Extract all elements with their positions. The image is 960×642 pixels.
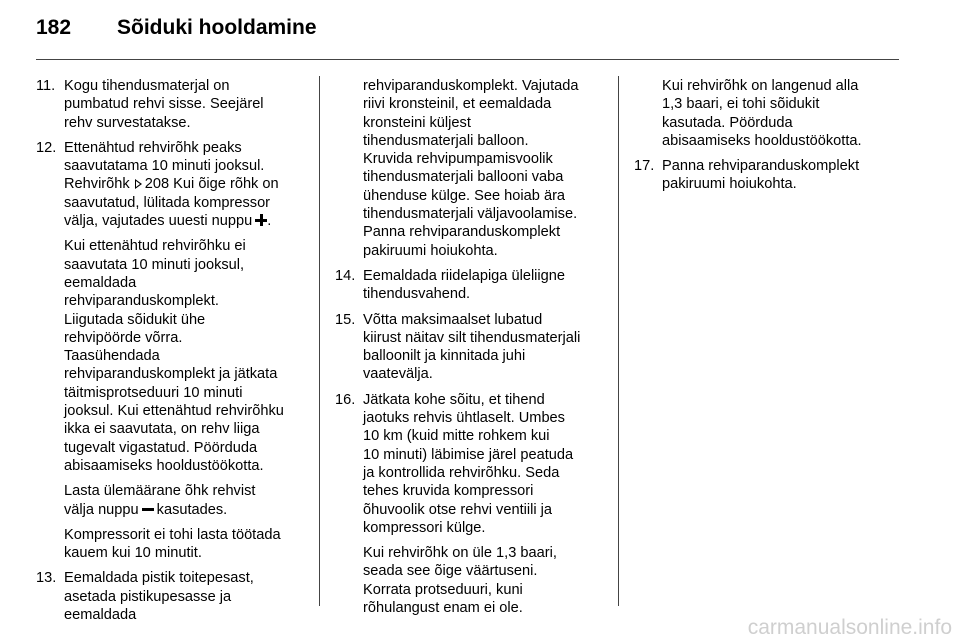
text-line: Taasühendada (64, 348, 160, 365)
text-line: Kui rehvirõhk on langenud alla (662, 78, 859, 94)
step-15 (335, 311, 605, 384)
paragraph (363, 391, 605, 537)
text-line: jaotuks rehvis ühtlaselt. Umbes (363, 410, 565, 427)
text-fragment: kasutades. (156, 501, 228, 518)
page-number: 182 (36, 16, 72, 39)
column-divider-1 (319, 76, 320, 606)
text-line: riivi kronsteinil, et eemaldada (363, 96, 552, 113)
step-text (64, 139, 306, 563)
text-line: saavutatama 10 minuti jooksul. (64, 158, 265, 175)
step-number: 12. (36, 139, 57, 156)
text-line: rehviparanduskomplekt. (64, 293, 219, 310)
text-line: Liigutada sõidukit ühe (64, 311, 206, 328)
step-text (64, 77, 306, 132)
watermark: carmanualsonline.info (747, 616, 952, 639)
text-line: kasutada. Pöörduda (662, 114, 793, 131)
text-line: Eemaldada riidelapiga üleliigne (363, 267, 566, 284)
text-line: rehv survestatakse. (64, 114, 191, 131)
text-line: ühenduse külge. See hoiab ära (363, 187, 566, 204)
text-line: Lasta ülemäärane õhk rehvist (64, 483, 256, 500)
column-2 (335, 77, 605, 624)
column-divider-2 (618, 76, 619, 606)
text-line: Jätkata kohe sõitu, et tihend (363, 391, 545, 408)
text-line: täitmisprotseduuri 10 minuti (64, 384, 243, 401)
text-line: kompressori külge. (363, 519, 486, 536)
text-line: tihendusmaterjali balloon. (363, 132, 529, 149)
step-14 (335, 267, 605, 304)
page-title: Sõiduki hooldamine (117, 16, 317, 39)
step-16-continued (662, 77, 899, 150)
text-line: saavutata 10 minuti jooksul, (64, 256, 245, 273)
plus-icon (255, 214, 267, 226)
text-line: pakiruumi hoiukohta. (363, 242, 498, 259)
step-text (64, 569, 306, 624)
text-line: 1,3 baari, ei tohi sõidukit (662, 96, 820, 113)
header-divider (36, 59, 899, 60)
step-13-continued (363, 77, 605, 260)
step-text (363, 267, 605, 304)
text-line: saavutatud, lülitada kompressor (64, 194, 271, 211)
paragraph (64, 237, 306, 475)
text-fragment: Rehvirõhk (64, 176, 130, 193)
text-line: Kui ettenähtud rehvirõhku ei (64, 238, 246, 255)
column-3 (634, 77, 899, 201)
text-line: kauem kui 10 minutit. (64, 545, 202, 562)
step-number: 14. (335, 267, 356, 284)
triangle-reference-icon (135, 178, 142, 189)
text-line: Panna rehviparanduskomplekt (662, 158, 860, 175)
text-line: Võtta maksimaalset lubatud (363, 311, 543, 328)
step-17 (634, 157, 899, 194)
text-line: pakiruumi hoiukohta. (662, 176, 797, 193)
text-line: Ettenähtud rehvirõhk peaks (64, 139, 242, 156)
text-line: seada see õige väärtuseni. (363, 563, 538, 580)
minus-icon (142, 503, 154, 515)
text-fragment: välja, vajutades uuesti nuppu (64, 213, 253, 230)
text-line: abisaamiseks hooldustöökotta. (64, 457, 264, 474)
text-line: pumbatud rehvi sisse. Seejärel (64, 96, 264, 113)
text-line-with-icon (64, 501, 306, 519)
text-line: jooksul. Kui ettenähtud rehvirõhku (64, 403, 284, 420)
paragraph (64, 139, 306, 230)
text-line: vaatevälja. (363, 366, 433, 383)
text-line: rehviparanduskomplekt. Vajutada (363, 78, 579, 94)
paragraph (64, 526, 306, 563)
text-line: rehvipöörde võrra. (64, 329, 183, 346)
step-16 (335, 391, 605, 618)
step-text (363, 391, 605, 618)
text-line: tihendusmaterjali ballooni vaba (363, 169, 564, 186)
text-line: abisaamiseks hooldustöökotta. (662, 132, 862, 149)
text-line: tehes kruvida kompressori (363, 483, 534, 500)
text-line-with-icon: välja, vajutades uuesti nuppu . (64, 213, 272, 230)
text-line: kiirust näitav silt tihendusmaterjali (363, 329, 581, 346)
step-number: 16. (335, 391, 356, 408)
text-line: Panna rehviparanduskomplekt (363, 224, 561, 241)
text-line: Kui rehvirõhk on üle 1,3 baari, (363, 545, 557, 562)
text-fragment: välja nuppu (64, 501, 139, 518)
text-line: Kompressorit ei tohi lasta töötada (64, 526, 281, 543)
page-reference-link[interactable]: 208 Kui õige rõhk on (144, 176, 279, 193)
paragraph (64, 482, 306, 519)
step-number: 13. (36, 570, 57, 587)
step-number: 15. (335, 311, 356, 328)
text-line: tihendusmaterjali väljavoolamise. (363, 206, 578, 223)
text-line: Korrata protseduuri, kuni (363, 581, 523, 598)
text-line: õhuvoolik otse rehvi ventiili ja (363, 501, 553, 518)
step-number: 17. (634, 158, 655, 175)
step-text (363, 311, 605, 384)
text-line: eemaldada (64, 607, 137, 624)
step-11 (36, 77, 306, 132)
text-line: tugevalt vigastatud. Pöörduda (64, 439, 258, 456)
text-line: balloonilt ja kinnitada juhi (363, 348, 526, 365)
step-text (662, 157, 899, 194)
step-13 (36, 569, 306, 624)
text-line: 10 minuti) läbimise järel peatuda (363, 446, 574, 463)
text-line: rõhulangust enam ei ole. (363, 600, 523, 617)
paragraph (363, 544, 605, 617)
step-number: 11. (36, 78, 56, 94)
text-line: Kruvida rehvipumpamisvoolik (363, 151, 553, 168)
text-line: rehviparanduskomplekt ja jätkata (64, 366, 278, 383)
text-line: tihendusvahend. (363, 286, 471, 303)
text-line: asetada pistikupesasse ja (64, 588, 232, 605)
text-line: kronsteini küljest (363, 114, 471, 131)
text-line: ja kontrollida rehvirõhku. Seda (363, 464, 560, 481)
text-line: eemaldada (64, 274, 137, 291)
column-1 (36, 77, 306, 631)
text-line: Eemaldada pistik toitepesast, (64, 570, 254, 587)
text-line-with-reference (64, 175, 306, 193)
step-12 (36, 139, 306, 563)
text-line: Kogu tihendusmaterjal on (64, 78, 230, 94)
text-line: 10 km (kuid mitte rohkem kui (363, 428, 550, 445)
text-line: ikka ei saavutata, on rehv liiga (64, 421, 260, 438)
